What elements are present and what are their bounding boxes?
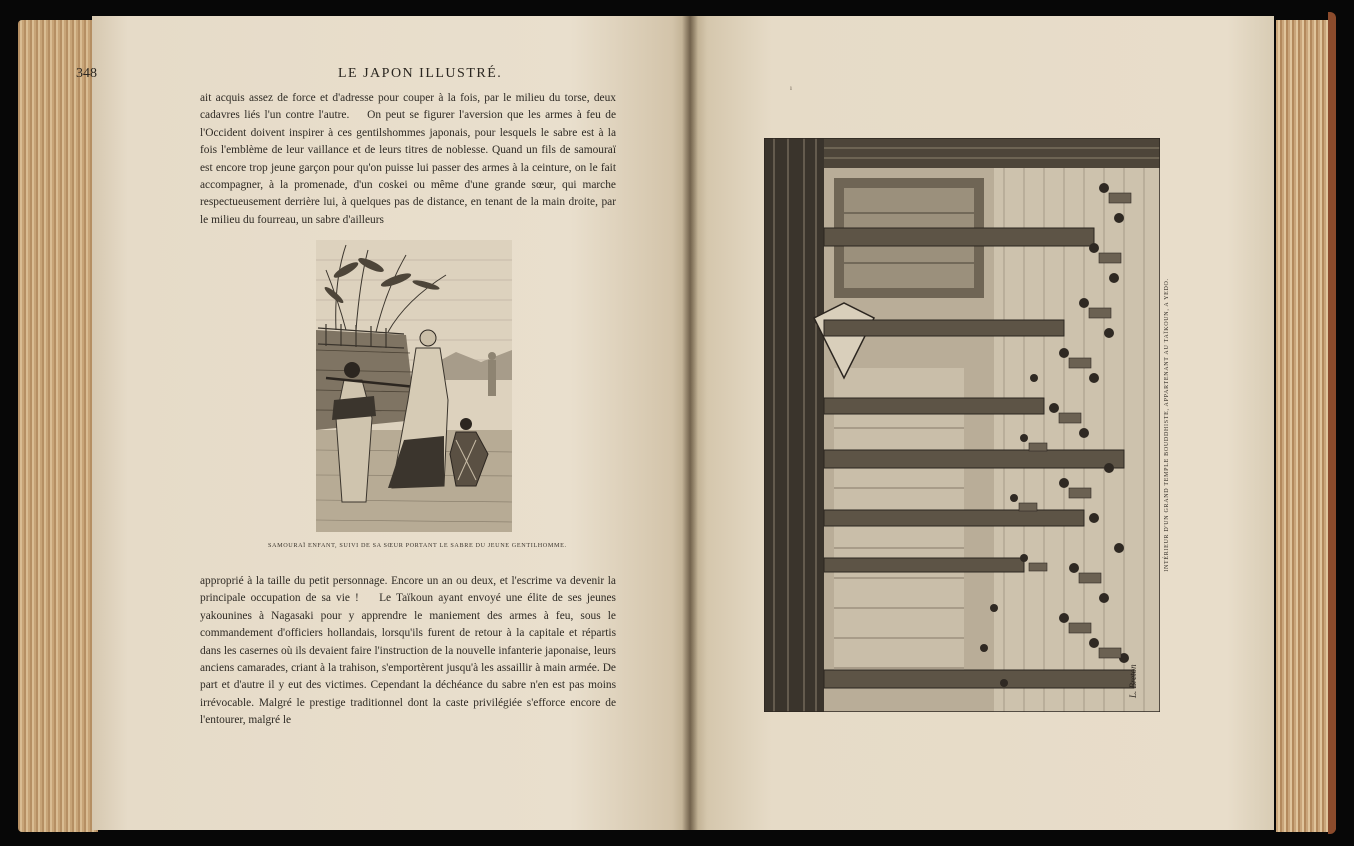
book-gutter [682,16,698,830]
page-edges-left [18,20,98,832]
left-figure-caption: SAMOURAÏ ENFANT, SUIVI DE SA SŒUR PORTANT LE SABRE DU JEUNE GENTILHOMME. [268,542,567,549]
body-paragraph-2: approprié à la taille du petit personnage. Encore un an ou deux, et l'escrime va devenir la principale occupation de sa vie ! Le Taïkoun ayant envoyé une élite de ses jeunes yakounines à Nagasaki pour y apprendre le maniement des armes à feu, sous le commandement d'officiers hollandais, lorsqu'ils furent de retour à la capitale et répartis dans les casernes où ils devaient faire l'instruction de la nouvelle infanterie japonaise, leurs anciens camarades, criant à la trahison, s'emportèrent jusqu'à les assaillir à main armée. De part et d'autre il y eut des victimes. Cependant la déchéance du sabre n'en est pas moins irrévocable. Malgré le prestige traditionnel dont la caste privilégiée s'efforce encore de l'entourer, malgré le [200,575,616,727]
artist-signature: L. Breton [1128,664,1138,698]
page-edges-right [1276,20,1336,832]
page-number: 348 [76,66,97,81]
book-cover [1328,12,1336,834]
temple-interior-illustration [764,138,1160,712]
right-figure-caption-box [1160,138,1174,712]
running-title: LE JAPON ILLUSTRÉ. [338,66,503,81]
right-figure-caption: INTÉRIEUR D'UN GRAND TEMPLE BOUDDHISTE, APPARTENANT AU TAÏKOUN, A YEDO. [1164,278,1170,572]
samurai-child-illustration [316,240,512,532]
body-paragraph-1: ait acquis assez de force et d'adresse pour couper à la fois, par le milieu du torse, deux cadavres liés l'un contre l'autre. On peut se figurer l'aversion que les armes à feu de l'Occident doivent inspirer à ces gentilshommes japonais, pour lesquels le sabre est à la fois l'emblème de leur vaillance et de leurs titres de noblesse. Quand un fils de samouraï est encore trop jeune garçon pour qu'on puisse lui passer des armes à la ceinture, on le fait accompagner, à la promenade, d'un coskei ou même d'une grande sœur, qui marche respectueusement derrière lui, à quelques pas de distance, en tenant de la main droite, par le milieu du fourreau, un sabre d'ailleurs [200,92,616,226]
page-mark: ı [790,84,792,92]
